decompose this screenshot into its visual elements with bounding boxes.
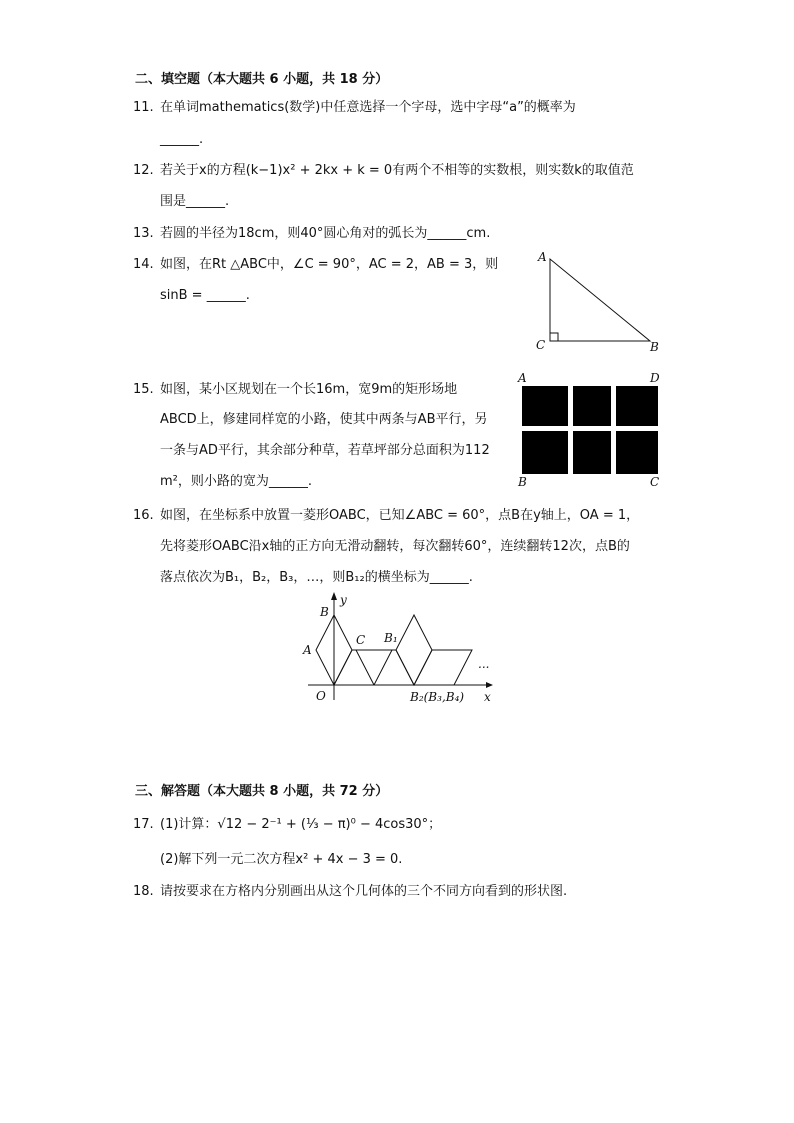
q15-line1: 如图，某小区规划在一个长16m，宽9m的矩形场地 bbox=[160, 382, 458, 397]
label-c: C bbox=[536, 338, 546, 352]
q14-line2: sinB = ______. bbox=[160, 288, 250, 303]
label-b: B bbox=[518, 475, 527, 489]
q16-number: 16. bbox=[133, 508, 154, 523]
q18-line1: 请按要求在方格内分别画出从这个几何体的三个不同方向看到的形状图. bbox=[160, 884, 568, 899]
label-b2: B₂(B₃,B₄) bbox=[410, 690, 465, 704]
rhombus-roll-3 bbox=[396, 615, 432, 685]
label-c: C bbox=[356, 633, 366, 647]
x-axis-arrow bbox=[486, 682, 493, 688]
q18-number: 18. bbox=[133, 884, 154, 899]
q12-line2: 围是______. bbox=[160, 194, 230, 209]
q12-line1: 若关于x的方程(k−1)x² + 2kx + k = 0有两个不相等的实数根，则实数k的取值范 bbox=[160, 163, 634, 178]
q14-triangle-figure bbox=[530, 245, 670, 357]
section-3-title: 三、解答题（本大题共 8 小题，共 72 分） bbox=[135, 784, 389, 799]
q16-line2: 先将菱形OABC沿x轴的正方向无滑动翻转，每次翻转60°，连续翻转12次，点B的 bbox=[160, 539, 630, 554]
triangle-abc bbox=[550, 259, 650, 341]
label-b1: B₁ bbox=[384, 631, 398, 645]
label-y: y bbox=[340, 593, 347, 607]
q14-line1: 如图，在Rt △ABC中，∠C = 90°，AC = 2，AB = 3，则 bbox=[160, 257, 499, 272]
q15-number: 15. bbox=[133, 382, 154, 397]
path-horizontal bbox=[522, 426, 658, 431]
q12-number: 12. bbox=[133, 163, 154, 178]
q11-number: 11. bbox=[133, 100, 154, 115]
q11-line1: 在单词mathematics(数学)中任意选择一个字母，选中字母“a”的概率为 bbox=[160, 100, 576, 115]
q15-line2: ABCD上，修建同样宽的小路，使其中两条与AB平行，另 bbox=[160, 412, 488, 427]
q14-number: 14. bbox=[133, 257, 154, 272]
q15-rectangle-figure bbox=[512, 370, 668, 490]
label-c: C bbox=[650, 475, 660, 489]
q16-line1: 如图，在坐标系中放置一菱形OABC，已知∠ABC = 60°，点B在y轴上，OA = 1， bbox=[160, 508, 640, 523]
label-d: D bbox=[650, 371, 660, 385]
label-b: B bbox=[320, 605, 329, 619]
rhombus-roll-4 bbox=[414, 650, 472, 685]
right-angle-mark bbox=[550, 333, 558, 341]
label-a: A bbox=[303, 643, 312, 657]
label-a: A bbox=[538, 250, 547, 264]
label-b: B bbox=[650, 340, 659, 354]
label-dots: ... bbox=[478, 657, 490, 671]
y-axis-arrow bbox=[331, 592, 337, 600]
q13-number: 13. bbox=[133, 226, 154, 241]
q15-line3: 一条与AD平行，其余部分种草，若草坪部分总面积为112 bbox=[160, 443, 490, 458]
q17-line2: (2)解下列一元二次方程x² + 4x − 3 = 0. bbox=[160, 852, 403, 867]
q17-number: 17. bbox=[133, 817, 154, 832]
label-a: A bbox=[518, 371, 527, 385]
q16-rhombus-figure bbox=[296, 588, 506, 710]
label-o: O bbox=[316, 689, 326, 703]
rhombus-roll-1 bbox=[334, 650, 392, 685]
q11-line2: ______. bbox=[160, 132, 204, 147]
q17-line1: (1)计算：√12 − 2⁻¹ + (⅓ − π)⁰ − 4cos30°； bbox=[160, 817, 442, 832]
q15-line4: m²，则小路的宽为______. bbox=[160, 474, 313, 489]
section-2-title: 二、填空题（本大题共 6 小题，共 18 分） bbox=[135, 72, 389, 87]
q13-line1: 若圆的半径为18cm，则40°圆心角对的弧长为______cm. bbox=[160, 226, 491, 241]
label-x: x bbox=[484, 690, 491, 704]
q16-line3: 落点依次为B₁，B₂，B₃，…，则B₁₂的横坐标为______. bbox=[160, 570, 473, 585]
